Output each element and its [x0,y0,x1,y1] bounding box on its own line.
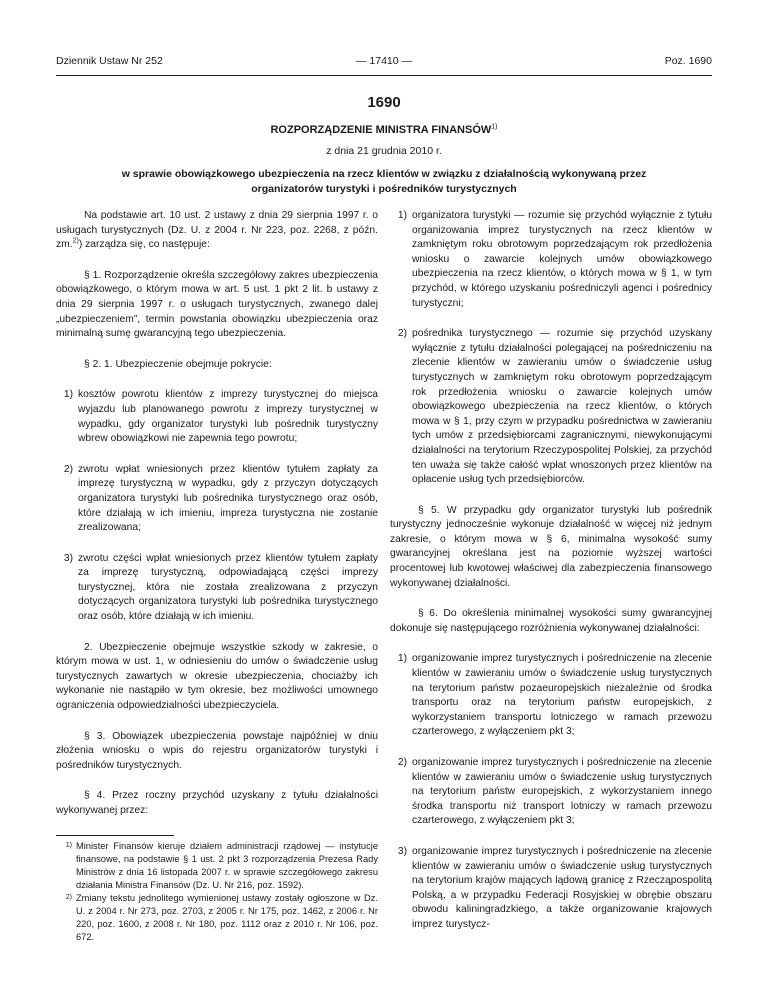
journal-name: Dziennik Ustaw Nr 252 [56,55,163,67]
paragraph-5: § 5. W przypadku gdy organizator turystyki lub pośrednik turystyczny jednocześnie wykonuje działalność w więcej niż jednym zakresie, o którym mowa w § 6, minimalna wysokość sumy gwarancyjnej określana jest na poziomie wyższej wartości procentowej lub kwotowej właściwej dla zabezpieczenia finansowego wykonywanej działalności. [390,504,712,589]
list-item-text: organizatora turystyki — rozumie się przychód wyłącznie z tytułu organizowania imprez turystycznych na rzecz klientów w zamkniętym roku obrotowym poprzedzającym rok przedłożenia wniosku o zawarcie kolejnych umów obowiązkowego ubezpieczenia na rzecz klientów, o których mowa w § 1, w tym przychód, w którego uzyskaniu pośredniczyli agenci i pośrednicy turystyczni; [412,210,712,309]
paragraph-2: § 2. 1. Ubezpieczenie obejmuje pokrycie: [84,358,272,370]
list-item [56,552,378,625]
header-divider [56,75,712,76]
list-item-number: 1) [397,210,407,221]
list-item-text: pośrednika turystycznego — rozumie się przychód uzyskany wyłącznie z tytułu działalności polegającej na pośredniczeniu na zlecenie klientów w zawieraniu umów o świadczenie usług turystycznych w zamkniętym roku obrotowym poprzedzającym rok przedłożenia wniosku o zawarcie kolejnych umów obowiązkowego ubezpieczenia na rzecz klientów, o których mowa w § 1, przy czym w przypadku pośrednictwa w zawieraniu tych umów z przedsiębiorcami zagranicznymi, niewykonującymi działalności na terytorium Rzeczypospolitej Polskiej, za przychód ten uważa się także całość wpłat wnoszonych przez klientów na opłacenie usług tych przedsiębiorców. [412,328,712,486]
page-header [56,55,712,73]
preamble-text-b: ) zarządza się, co następuje: [78,239,210,251]
act-title [0,124,768,136]
act-title-footnote-ref: 1) [491,123,498,131]
paragraph-1: § 1. Rozporządzenie określa szczegółowy zakres ubezpieczenia obowiązkowego, o którym mowa w art. 5 ust. 1 pkt 2 lit. b ustawy z dnia 29 sierpnia 1997 r. o usługach turystycznych, zwanego dalej „ubezpieczeniem”, termin powstania obowiązku ubezpieczenia oraz minimalną sumę gwarancyjną tego ubezpieczenia. [56,269,378,340]
footnote-text: Zmiany tekstu jednolitego wymienionej ustawy zostały ogłoszone w Dz. U. z 2004 r. Nr 273, poz. 2703, z 2005 r. Nr 175, poz. 1462, z 2006 r. Nr 220, poz. 1600, z 2008 r. Nr 180, poz. 1112 oraz z 2010 r. Nr 106, poz. 672. [76,892,378,942]
act-number: 1690 [367,94,401,111]
list-item-number: 2) [63,463,73,475]
list-item-number: 3) [397,845,407,857]
list-item-number: 2) [397,757,407,768]
list-item [390,327,712,488]
left-column [56,209,378,944]
list-item-text: zwrotu wpłat wniesionych przez klientów tytułem zapłaty za imprezę turystyczną w wypadku, gdy z przyczyn dotyczących organizatora turystyki lub pośrednika turystycznego oraz osób, które działają w ich imieniu, impreza turystyczna nie zostanie zrealizowana; [78,463,378,534]
preamble [56,209,378,253]
act-subject: w sprawie obowiązkowego ubezpieczenia na rzecz klientów w związku z działalnością wykonywaną przez organizatorów turystyki i pośredników turystycznych [121,168,647,195]
list-item-text: organizowanie imprez turystycznych i pośredniczenie na zlecenie klientów w zawieraniu umów o świadczenie usług turystycznych na terytorium krajów mających lądową granicę z Rzecząpospolitą Polską, a w przypadku Federacji Rosyjskiej w obrębie obszaru obwodu kaliningradzkiego, a także organizowanie krajowych imprez turystycz- [412,845,712,930]
list-item [390,209,712,311]
list-item-number: 1) [63,389,73,401]
position-number: Poz. 1690 [664,55,712,67]
footnote [56,840,378,892]
footnote-marker: 2) [65,893,72,901]
act-title-text: ROZPORZĄDZENIE MINISTRA FINANSÓW [270,124,492,136]
paragraph-4: § 4. Przez roczny przychód uzyskany z tytułu działalności wykonywanej przez: [56,790,378,816]
list-item-number: 3) [63,552,73,564]
footnote [56,892,378,944]
list-item-number: 2) [397,328,407,340]
list-item-number: 1) [397,653,407,665]
list-item [56,463,378,536]
preamble-footnote-ref: 2) [72,237,79,245]
list-item [390,756,712,829]
list-item [56,388,378,446]
page-number: — 17410 — [355,55,413,67]
footnote-divider [56,835,174,836]
preamble-text-a: Na podstawie art. 10 ust. 2 ustawy z dnia 29 sierpnia 1997 r. o usługach turystycznych (Dz. U. z 2004 r. Nr 223, poz. 2268, z późn. zm. [56,210,378,251]
paragraph-3: § 3. Obowiązek ubezpieczenia powstaje najpóźniej w dniu złożenia wniosku o wpis do rejestru organizatorów turystyki i pośredników turystycznych. [56,730,378,771]
footnote-marker: 1) [65,841,72,849]
list-item [390,845,712,933]
right-column [390,209,712,949]
list-item-text: zwrotu części wpłat wniesionych przez klientów tytułem zapłaty za imprezę turystyczną, odpowiadającą części imprezy turystycznej, która nie została zrealizowana z przyczyn dotyczących organizatora turystyki lub pośrednika turystycznego oraz osób, które działają w ich imieniu. [78,552,378,623]
paragraph-6: § 6. Do określenia minimalnej wysokości sumy gwarancyjnej dokonuje się następującego rozróżnienia wykonywanej działalności: [390,608,712,634]
list-item [390,652,712,740]
list-item-text: organizowanie imprez turystycznych i pośredniczenie na zlecenie klientów w zawieraniu umów o świadczenie usług turystycznych na terytorium państw pozaeuropejskich niezależnie od środka transportu oraz na terytorium państw europejskich, z wykorzystaniem transportu lotniczego w ramach przewozu czarterowego, z wyłączeniem pkt 3; [412,653,712,738]
paragraph-2-section-2: 2. Ubezpieczenie obejmuje wszystkie szkody w zakresie, o którym mowa w ust. 1, w odniesieniu do umów o świadczenie usług turystycznych zawartych w okresie ubezpieczenia, chociażby ich wykonanie nie nastąpiło w tym okresie, bez możliwości umownego ograniczenia odpowiedzialności ubezpieczyciela. [56,641,378,712]
list-item-text: kosztów powrotu klientów z imprezy turystycznej do miejsca wyjazdu lub planowanego powrotu z imprezy turystycznej w wypadku, gdy organizator turystyki lub pośrednik turystyczny wbrew obowiązkowi nie zapewnia tego powrotu; [78,389,378,445]
act-date: z dnia 21 grudnia 2010 r. [326,145,442,157]
footnote-text: Minister Finansów kieruje działem administracji rządowej — instytucje finansowe, na podstawie § 1 ust. 2 pkt 3 rozporządzenia Prezesa Rady Ministrów z dnia 16 listopada 2007 r. w sprawie szczegółowego zakresu działania Ministra Finansów (Dz. U. Nr 216, poz. 1592). [76,840,378,890]
list-item-text: organizowanie imprez turystycznych i pośredniczenie na zlecenie klientów w zawieraniu umów o świadczenie usług turystycznych na terytorium państw europejskich, z wykorzystaniem innego środka transportu niż transport lotniczy w ramach przewozu czarterowego, z wyłączeniem pkt 3; [412,757,712,827]
